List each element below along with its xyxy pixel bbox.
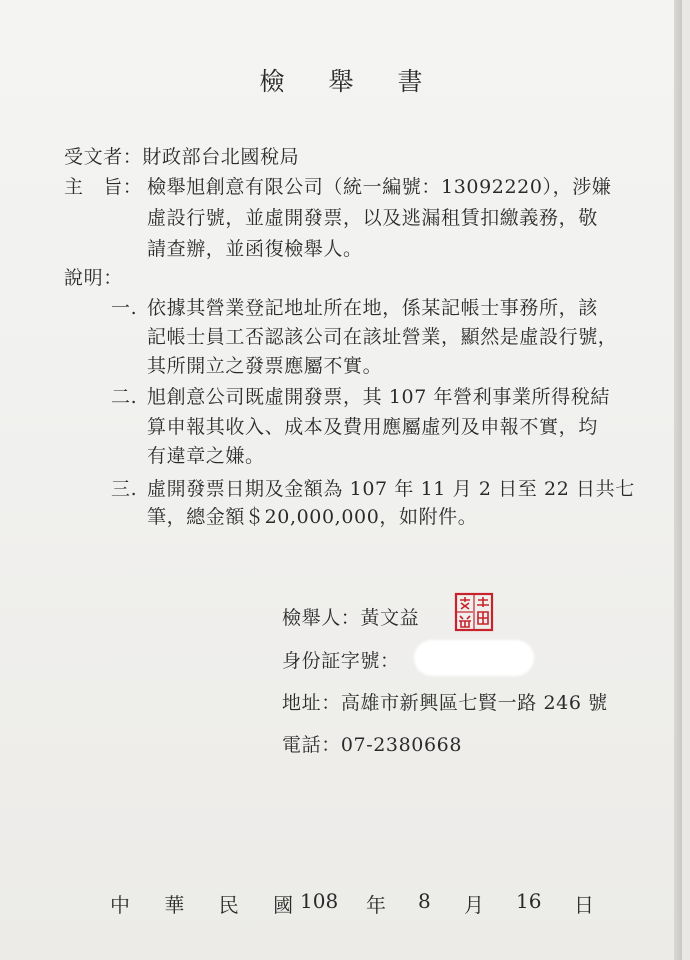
date-month-unit: 月 — [464, 893, 484, 917]
item-marker: 一. — [111, 297, 138, 319]
recipient-label: 受文者： — [64, 146, 143, 168]
recipient-value: 財政部台北國稅局 — [142, 146, 300, 168]
address-label: 地址： — [282, 692, 341, 714]
subject-label: 主 旨： — [64, 176, 143, 198]
date-day-unit: 日 — [574, 893, 594, 917]
subject-line: 請查辦，並函復檢舉人。 — [147, 238, 363, 260]
address-row — [282, 688, 608, 715]
subject-line: 檢舉旭創意有限公司（統一編號：13092220），涉嫌 — [147, 176, 612, 198]
redaction-mark — [414, 640, 534, 676]
seal-stamp — [454, 592, 494, 632]
date-year-unit: 年 — [366, 893, 386, 917]
item-line: 有違章之嫌。 — [147, 445, 265, 467]
subject-line: 虛設行號，並虛開發票，以及逃漏租賃扣繳義務，敬 — [147, 207, 598, 229]
date-era: 中 華 民 國 — [110, 893, 308, 917]
explanation-label: 說明： — [64, 267, 123, 289]
item-line: 算申報其收入、成本及費用應屬虛列及申報不實，均 — [147, 416, 598, 438]
address-value: 高雄市新興區七賢一路 246 號 — [340, 692, 608, 714]
reporter-row — [282, 603, 419, 630]
recipient-row — [64, 142, 299, 169]
date-month: 8 — [418, 889, 431, 913]
item-marker: 二. — [111, 386, 138, 408]
reporter-name: 黃文益 — [360, 607, 420, 629]
phone-label: 電話： — [282, 734, 341, 756]
item-line: 筆，總金額＄20,000,000，如附件。 — [147, 506, 478, 528]
id-label: 身份証字號： — [282, 650, 400, 672]
seal-icon — [454, 592, 494, 632]
document-title: 檢 舉 書 — [259, 67, 441, 96]
page-edge — [674, 0, 682, 960]
item-marker: 三. — [111, 478, 138, 500]
reporter-label: 檢舉人： — [282, 607, 361, 629]
item-line: 記帳士員工否認該公司在該址營業，顯然是虛設行號， — [147, 326, 618, 348]
item-line: 依據其營業登記地址所在地，係某記帳士事務所，該 — [147, 297, 598, 319]
phone-row — [282, 730, 462, 757]
item-line: 旭創意公司既虛開發票，其 107 年營利事業所得稅結 — [147, 386, 610, 408]
phone-value: 07-2380668 — [340, 734, 463, 756]
date-day: 16 — [516, 889, 542, 913]
item-line: 虛開發票日期及金額為 107 年 11 月 2 日至 22 日共七 — [147, 478, 635, 500]
date-year: 108 — [300, 889, 339, 913]
item-line: 其所開立之發票應屬不實。 — [147, 355, 383, 377]
